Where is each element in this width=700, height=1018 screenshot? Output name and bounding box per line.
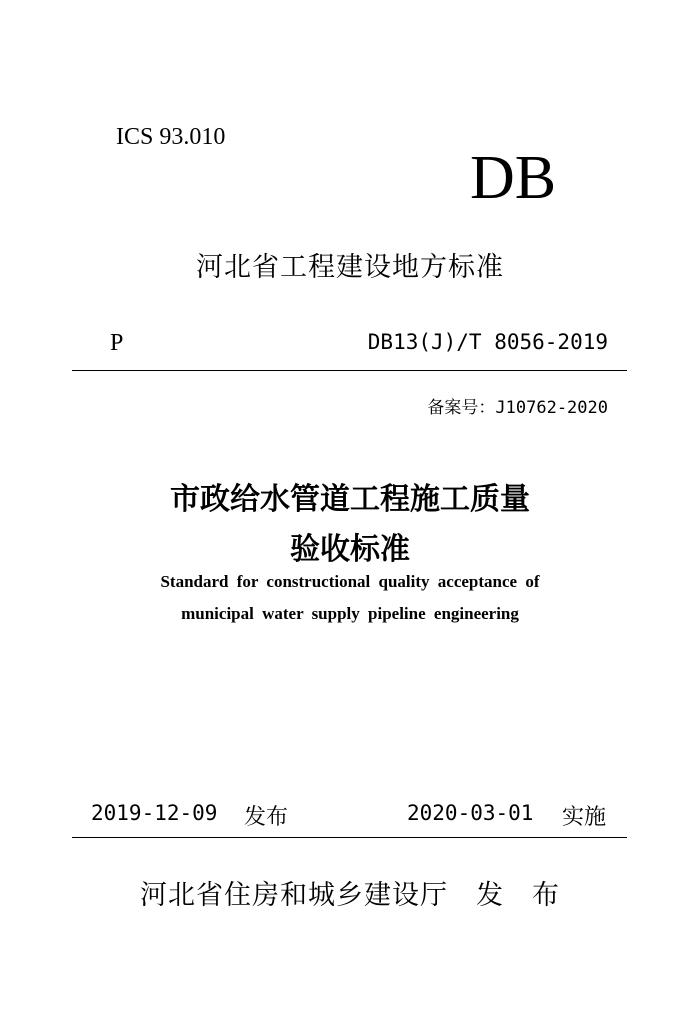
issuing-authority: 河北省住房和城乡建设厅 发 布 bbox=[140, 880, 560, 911]
implement-label: 实施 bbox=[562, 805, 607, 830]
standard-number: DB13(J)/T 8056-2019 bbox=[367, 330, 608, 354]
issue-date: 2019-12-09 bbox=[91, 801, 218, 825]
implement-date: 2020-03-01 bbox=[407, 801, 534, 825]
record-number bbox=[427, 393, 608, 418]
title-en-line2: municipal water supply pipeline engineering bbox=[181, 604, 519, 623]
bottom-divider bbox=[72, 837, 627, 838]
ics-code: ICS 93.010 bbox=[116, 124, 226, 150]
standard-type-heading: 河北省工程建设地方标准 bbox=[196, 252, 504, 283]
title-en-line1: Standard for constructional quality acceptance of bbox=[160, 572, 540, 591]
top-divider bbox=[72, 370, 627, 371]
db-mark: DB bbox=[470, 144, 557, 212]
title-cn-line1: 市政给水管道工程施工质量 bbox=[170, 482, 530, 517]
record-value: J10762-2020 bbox=[495, 398, 608, 418]
issue-label: 发布 bbox=[244, 805, 289, 830]
classification-code: P bbox=[110, 330, 124, 356]
title-cn-line2: 验收标准 bbox=[290, 532, 410, 567]
record-label: 备案号： bbox=[427, 398, 496, 418]
